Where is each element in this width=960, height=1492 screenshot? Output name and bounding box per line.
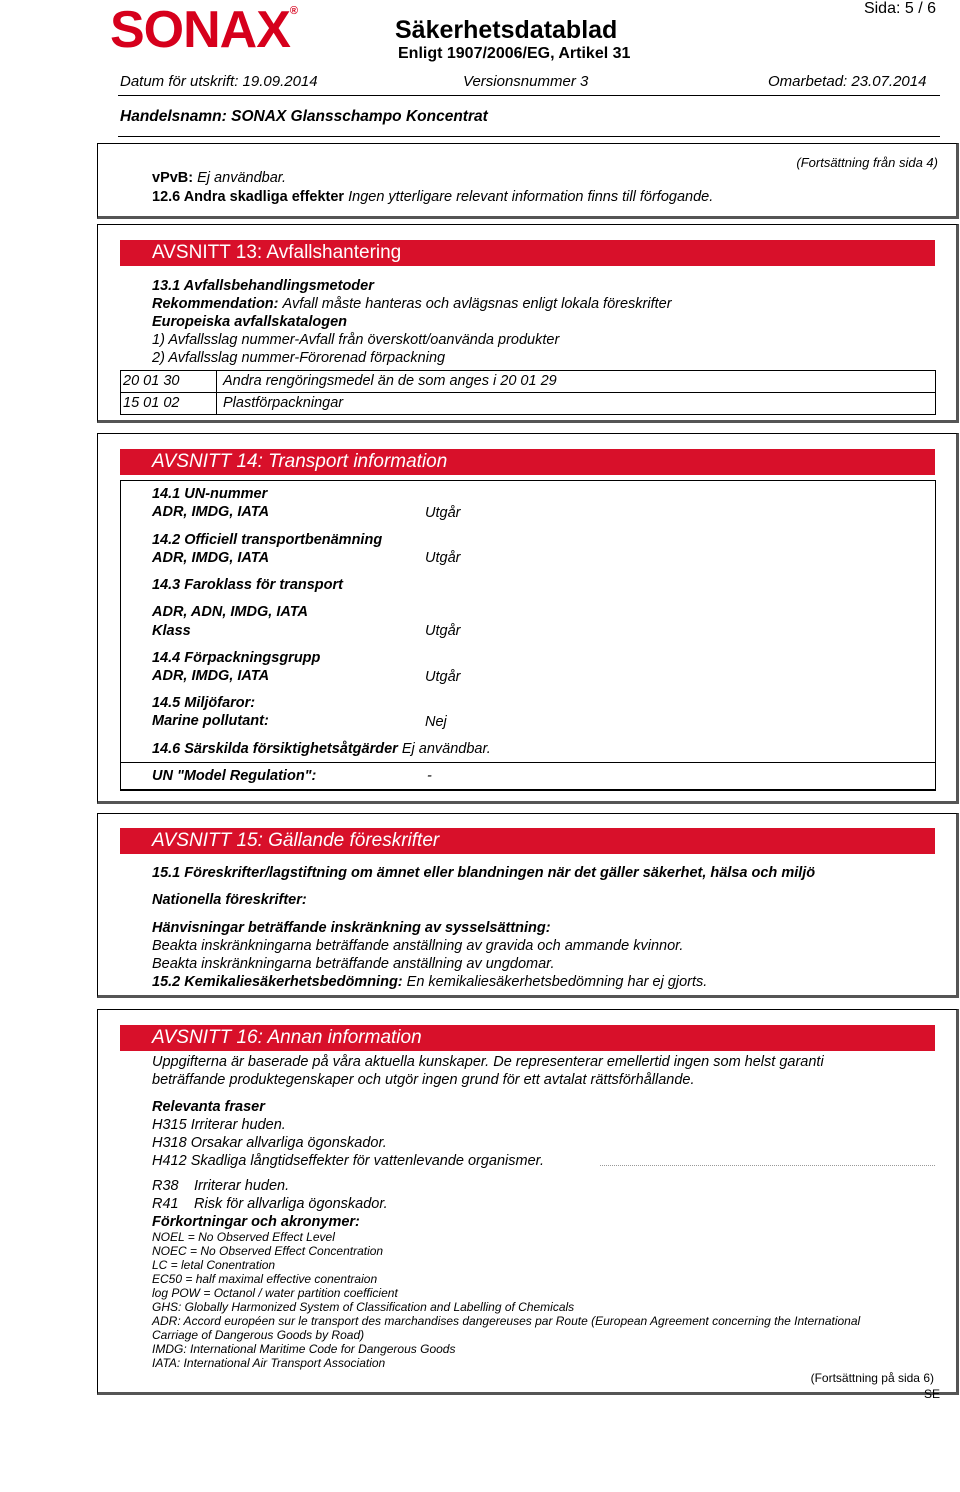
list-item: IATA: International Air Transport Association [152,1356,386,1370]
employment-line-2: Beakta inskränkningarna beträffande anställning av ungdomar. [152,956,555,972]
other-effects-label: 12.6 Andra skadliga effekter [152,189,345,205]
intro-line-1: Uppgifterna är baserade på våra aktuella kunskaper. De representerar emellertid ingen som helst garanti [152,1054,824,1070]
shipping-name-label: 14.2 Officiell transportbenämning [152,532,383,548]
section12-continuation-box [97,143,959,219]
phrase-r38-code: R38 [152,1178,179,1194]
list-item: Carriage of Dangerous Goods by Road) [152,1328,365,1342]
regulation-reference: Enligt 1907/2006/EG, Artikel 31 [398,45,631,62]
sonax-logo: SONAX® [110,1,298,59]
print-date: Datum för utskrift: 19.09.2014 [120,73,318,90]
abbreviations-label: Förkortningar och akronymer: [152,1214,360,1230]
section13-header [120,240,935,266]
dotted-divider [600,1165,935,1166]
precautions-label: 14.6 Särskilda försiktighetsåtgärder [152,741,398,757]
waste-line-1: 1) Avfallsslag nummer-Avfall från överskott/oanvända produkter [152,332,560,348]
page-number: Sida: 5 / 6 [863,0,936,17]
tradename-divider [118,136,940,137]
waste-code: 20 01 30 [121,371,217,392]
registered-icon: ® [289,5,298,17]
waste-description: Andra rengöringsmedel än de som anges i 20 01 29 [223,373,557,389]
section16-title: AVSNITT 16: Annan information [152,1027,422,1048]
phrase-r41-code: R41 [152,1196,179,1212]
list-item: LC = letal Conentration [152,1258,276,1272]
document-title: Säkerhetsdatablad [395,16,618,44]
list-item: NOEC = No Observed Effect Concentration [152,1244,384,1258]
list-item: NOEL = No Observed Effect Level [152,1230,335,1244]
waste-description: Plastförpackningar [223,395,344,411]
shipping-name-mode: ADR, IMDG, IATA [152,550,270,566]
version-number: Versionsnummer 3 [463,73,589,90]
model-regulation-row [120,762,936,790]
waste-code: 15 01 02 [121,393,217,414]
table-row [120,392,936,415]
table-row [120,370,936,393]
precautions-line [152,740,491,758]
precautions-value: Ej användbar. [401,741,491,757]
waste-line-2: 2) Avfallsslag nummer-Förorenad förpackning [152,350,446,366]
list-item: EC50 = half maximal effective conentraion [152,1272,378,1286]
list-item: ADR: Accord européen sur le transport des marchandises dangereuses par Route (European Agreement concerning the International [152,1314,861,1328]
hazard-class-label: 14.3 Faroklass för transport [152,577,343,593]
employment-restrictions: Hänvisningar beträffande inskränkning av sysselsättning: [152,920,551,936]
un-number-value: Utgår [425,505,461,521]
section14-header [120,449,935,475]
phrase-h412: H412 Skadliga långtidseffekter för vattenlevande organismer. [152,1153,544,1169]
continued-to: (Fortsättning på sida 6) [810,1371,934,1385]
packing-group-value: Utgår [425,669,461,685]
other-effects-value: Ingen ytterligare relevant information finns till förfogande. [348,189,714,205]
waste-catalog: Europeiska avfallskatalogen [152,314,348,330]
recommendation-label: Rekommendation: [152,296,279,312]
header-divider [118,95,940,96]
waste-methods: 13.1 Avfallsbehandlingsmetoder [152,278,374,294]
trade-name: Handelsnamn: SONAX Glansschampo Koncentrat [120,108,488,125]
phrase-r41 [152,1195,388,1213]
recommendation-value: Avfall måste hanteras och avlägsnas enligt lokala föreskrifter [282,296,672,312]
un-number-mode: ADR, IMDG, IATA [152,504,270,520]
regulations-line: 15.1 Föreskrifter/lagstiftning om ämnet eller blandningen när det gäller säkerhet, hälsa och miljö [152,865,816,881]
csa-line [152,973,707,991]
marine-pollutant-value: Nej [425,714,447,730]
other-effects-line [152,188,713,206]
list-item: GHS: Globally Harmonized System of Classification and Labelling of Chemicals [152,1300,575,1314]
employment-line-1: Beakta inskränkningarna beträffande anställning av gravida och ammande kvinnor. [152,938,684,954]
shipping-name-value: Utgår [425,550,461,566]
phrase-h315: H315 Irriterar huden. [152,1117,286,1133]
section14-title: AVSNITT 14: Transport information [152,451,448,472]
language-code: SE [923,1387,940,1401]
recommendation-line [152,295,672,313]
national-regulations: Nationella föreskrifter: [152,892,307,908]
vpvb-value: Ej användbar. [197,170,287,186]
phrase-h318: H318 Orsakar allvarliga ögonskador. [152,1135,387,1151]
model-regulation-label: UN "Model Regulation": [152,768,317,784]
packing-group-mode: ADR, IMDG, IATA [152,668,270,684]
hazard-class-mode: ADR, ADN, IMDG, IATA [152,604,308,620]
csa-label: 15.2 Kemikaliesäkerhetsbedömning: [152,974,403,990]
section15-title: AVSNITT 15: Gällande föreskrifter [152,830,440,851]
list-item: log POW = Octanol / water partition coefficient [152,1286,398,1300]
section15-header [120,828,935,854]
un-number-label: 14.1 UN-nummer [152,486,268,502]
phrase-r38-text: Irriterar huden. [194,1178,290,1194]
list-item: IMDG: International Maritime Code for Dangerous Goods [152,1342,456,1356]
vpvb-label: vPvB: [152,170,194,186]
phrase-r41-text: Risk för allvarliga ögonskador. [194,1196,388,1212]
class-label: Klass [152,623,191,639]
class-value: Utgår [425,623,461,639]
revised-date: Omarbetad: 23.07.2014 [768,73,927,90]
marine-pollutant-label: Marine pollutant: [152,713,269,729]
relevant-phrases-label: Relevanta fraser [152,1099,265,1115]
env-hazards-label: 14.5 Miljöfaror: [152,695,256,711]
csa-value: En kemikaliesäkerhetsbedömning har ej gjorts. [406,974,708,990]
section16-header [120,1025,935,1051]
vpvb-line [152,169,286,187]
continued-from: (Fortsättning från sida 4) [796,155,938,170]
intro-line-2: beträffande produktegenskaper och utgör ingen grund för ett avtalat rättsförhållande. [152,1072,695,1088]
model-regulation-value: - [427,768,432,784]
phrase-r38 [152,1177,289,1195]
section13-title: AVSNITT 13: Avfallshantering [152,242,402,263]
packing-group-label: 14.4 Förpackningsgrupp [152,650,321,666]
